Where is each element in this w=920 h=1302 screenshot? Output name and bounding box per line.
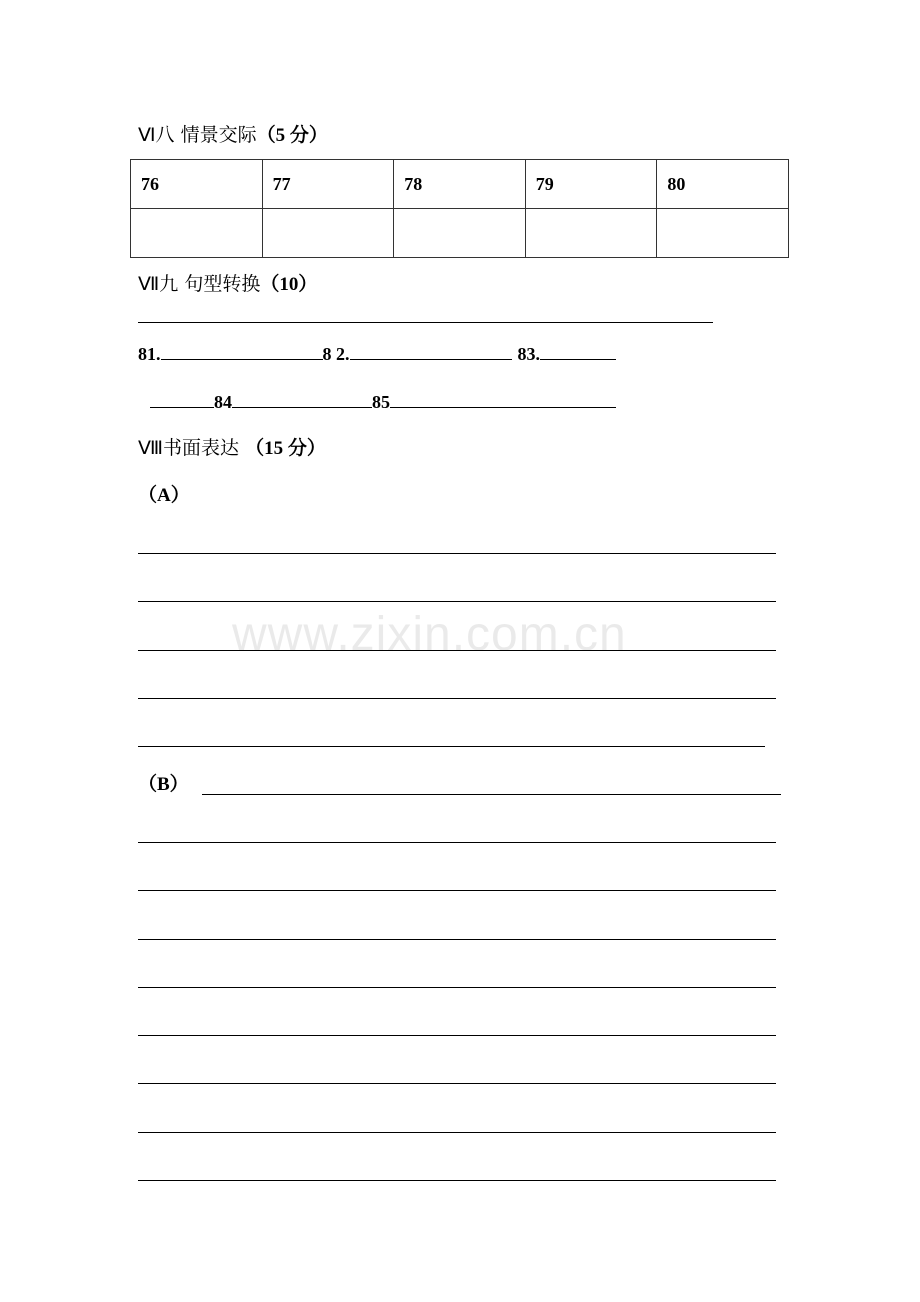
- section-7-title: 九 句型转换: [159, 273, 261, 295]
- answer-cell[interactable]: [131, 209, 263, 258]
- writing-line[interactable]: [138, 842, 776, 843]
- table-header-cell: 77: [262, 160, 394, 209]
- writing-line[interactable]: [138, 1180, 776, 1181]
- watermark: www.zixin.com.cn: [232, 608, 627, 661]
- item-84-pre-blank[interactable]: [150, 389, 214, 408]
- table-header-row: [131, 160, 789, 209]
- writing-line[interactable]: [138, 1083, 776, 1084]
- item-82-label: 8 2.: [322, 344, 350, 364]
- answer-line[interactable]: [138, 322, 713, 323]
- section-7-roman: Ⅶ: [138, 273, 160, 295]
- section-8-score: （15 分）: [245, 438, 326, 459]
- answer-cell[interactable]: [525, 209, 657, 258]
- transform-row-1: [138, 341, 616, 365]
- table-header-cell: 79: [525, 160, 657, 209]
- section-6-title: 八 情景交际: [155, 124, 257, 146]
- transform-row-2: [150, 389, 616, 413]
- table-header-cell: 78: [394, 160, 526, 209]
- writing-line[interactable]: [138, 698, 776, 699]
- item-85-blank[interactable]: [390, 389, 616, 408]
- writing-line[interactable]: [202, 794, 781, 795]
- writing-line[interactable]: [138, 939, 776, 940]
- part-a-label: （A）: [138, 485, 190, 506]
- table-header-cell: 80: [657, 160, 789, 209]
- writing-line[interactable]: [138, 1035, 776, 1036]
- item-85-label: 85: [372, 392, 390, 412]
- table-header-cell: 76: [131, 160, 263, 209]
- section-7-heading: [138, 272, 317, 297]
- section-8-title: 书面表达: [163, 437, 246, 459]
- writing-line[interactable]: [138, 890, 776, 891]
- section-6-roman: Ⅵ: [138, 124, 156, 146]
- situational-answer-table: [130, 159, 789, 258]
- item-84-label: 84: [214, 392, 232, 412]
- section-7-score: （10）: [260, 274, 318, 295]
- section-8-roman: Ⅷ: [138, 437, 164, 459]
- writing-line[interactable]: [138, 553, 776, 554]
- writing-line[interactable]: [138, 1132, 776, 1133]
- section-6-score: （5 分）: [256, 125, 328, 146]
- part-b-label: （B）: [138, 774, 189, 795]
- section-6-heading: [138, 123, 328, 148]
- answer-cell[interactable]: [262, 209, 394, 258]
- section-8-heading: [138, 436, 326, 461]
- item-82-blank[interactable]: [350, 341, 512, 360]
- writing-line[interactable]: [138, 601, 776, 602]
- writing-line[interactable]: [138, 746, 765, 747]
- item-81-blank[interactable]: [161, 341, 323, 360]
- answer-cell[interactable]: [657, 209, 789, 258]
- answer-cell[interactable]: [394, 209, 526, 258]
- item-83-label: 83.: [517, 344, 540, 364]
- writing-line[interactable]: [138, 987, 776, 988]
- item-84-blank[interactable]: [232, 389, 372, 408]
- item-83-blank[interactable]: [540, 341, 616, 360]
- table-answer-row: [131, 209, 789, 258]
- item-81-label: 81.: [138, 344, 161, 364]
